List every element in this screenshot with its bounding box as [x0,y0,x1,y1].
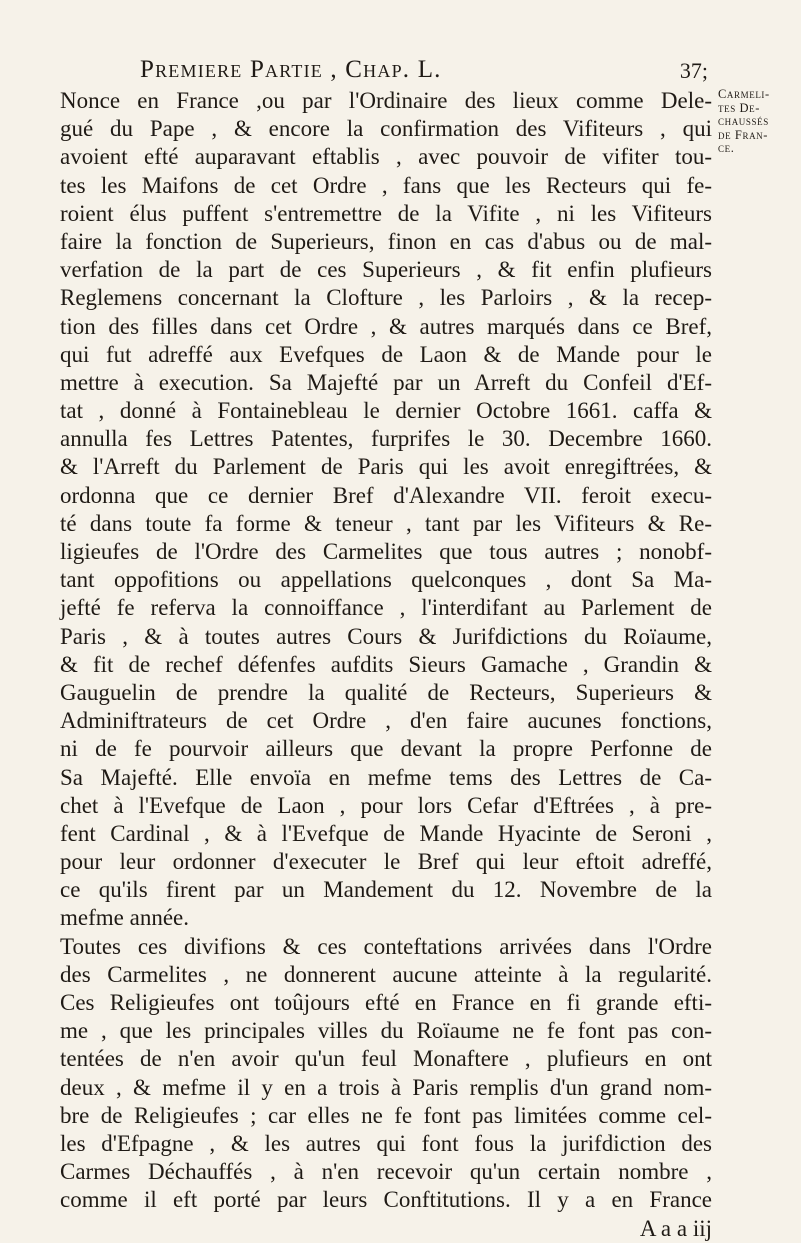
running-title: Premiere Partie , Chap. L. [140,56,442,83]
text-line: mettre à execution. Sa Majefté par un Arreft du Confeil d'Ef- [60,369,712,395]
text-line: tentées de n'en avoir qu'un feul Monaftere , plufieurs en ont [60,1046,712,1072]
text-line: Gauguelin de prendre la qualité de Recteurs, Superieurs & [60,679,712,705]
text-line: Sa Majefté. Elle envoïa en mefme tems des Lettres de Ca- [60,764,712,790]
text-line: verfation de la part de ces Superieurs , & fit enfin plufieurs [60,257,712,283]
text-line: tion des filles dans cet Ordre , & autres marqués dans ce Bref, [60,313,712,339]
page-number: 37; [679,58,708,83]
text-line: pour leur ordonner d'executer le Bref qui leur eftoit adreffé, [60,849,712,875]
margin-note-line: chaussés [718,114,769,128]
text-line: avoient efté auparavant eftablis , avec pouvoir de vifiter tou- [60,144,712,170]
body-text [60,87,712,1243]
text-line: qui fut adreffé aux Evefques de Laon & de Mande pour le [60,341,712,367]
text-line: & l'Arreft du Parlement de Paris qui les avoit enregiftrées, & [60,454,712,480]
text-line: les d'Efpagne , & les autres qui font fous la jurifdiction des [60,1130,712,1156]
text-line: mefme année. [60,905,189,931]
text-line: té dans toute fa forme & teneur , tant par les Vifiteurs & Re- [60,510,712,536]
text-line: jefté fe referva la connoiffance , l'interdifant au Parlement de [60,595,712,621]
text-line: fent Cardinal , & à l'Evefque de Mande Hyacinte de Seroni , [60,820,712,846]
text-line: Toutes ces divifions & ces conteftations arrivées dans l'Ordre [60,933,712,959]
margin-note-line: de Fran- [718,127,769,142]
margin-note [718,88,798,156]
text-line: ordonna que ce dernier Bref d'Alexandre VII. feroit execu- [60,482,712,508]
text-line: Ces Religieufes ont toûjours efté en France en fi grande efti- [60,990,712,1015]
text-line: faire la fonction de Superieurs, finon en cas d'abus ou de mal- [60,228,712,254]
text-line: annulla fes Lettres Patentes, furprifes le 30. Decembre 1660. [60,426,712,452]
margin-note-line: tes De- [718,100,761,115]
text-line: tant oppofitions ou appellations quelconques , dont Sa Ma- [60,567,712,593]
text-line: me , que les principales villes du Roïaume ne fe font pas con- [60,1018,712,1044]
text-line: chet à l'Evefque de Laon , pour lors Cefar d'Eftrées , à pre- [60,792,712,818]
text-line: tes les Maifons de cet Ordre , fans que les Recteurs qui fe- [60,172,712,198]
margin-note-line: ce. [718,141,735,155]
text-line: comme il eft porté par leurs Conftitutions. Il y a en France [60,1187,712,1213]
text-line: Reglemens concernant la Clofture , les Parloirs , & la recep- [60,285,712,311]
text-line: ce qu'ils firent par un Mandement du 12. Novembre de la [60,877,712,903]
text-line: bre de Religieufes ; car elles ne fe font pas limitées comme cel- [60,1102,712,1128]
text-line: ligieufes de l'Ordre des Carmelites que tous autres ; nonobf- [60,539,712,564]
text-line: des Carmelites , ne donnerent aucune atteinte à la regularité. [60,961,712,987]
text-line: ni de fe pourvoir ailleurs que devant la propre Perfonne de [60,736,712,762]
text-line: tat , donné à Fontainebleau le dernier Octobre 1661. caffa & [60,398,712,424]
text-line: Adminiftrateurs de cet Ordre , d'en faire aucunes fonctions, [60,708,712,734]
text-line: & fit de rechef défenfes aufdits Sieurs Gamache , Grandin & [60,651,712,677]
text-line: roient élus puffent s'entremettre de la Vifite , ni les Vifiteurs [60,200,712,226]
margin-note-line: Carmeli- [718,87,770,101]
text-line: Paris , & à toutes autres Cours & Jurifdictions du Roïaume, [60,623,712,649]
text-line: gué du Pape , & encore la confirmation des Vifiteurs , qui [60,116,712,142]
text-line: Nonce en France ,ou par l'Ordinaire des lieux comme Dele- [60,88,712,113]
signature-mark: A a a iij [639,1215,712,1241]
text-line: deux , & mefme il y en a trois à Paris remplis d'un grand nom- [60,1074,712,1100]
text-line: Carmes Déchauffés , à n'en recevoir qu'un certain nombre , [60,1159,712,1185]
